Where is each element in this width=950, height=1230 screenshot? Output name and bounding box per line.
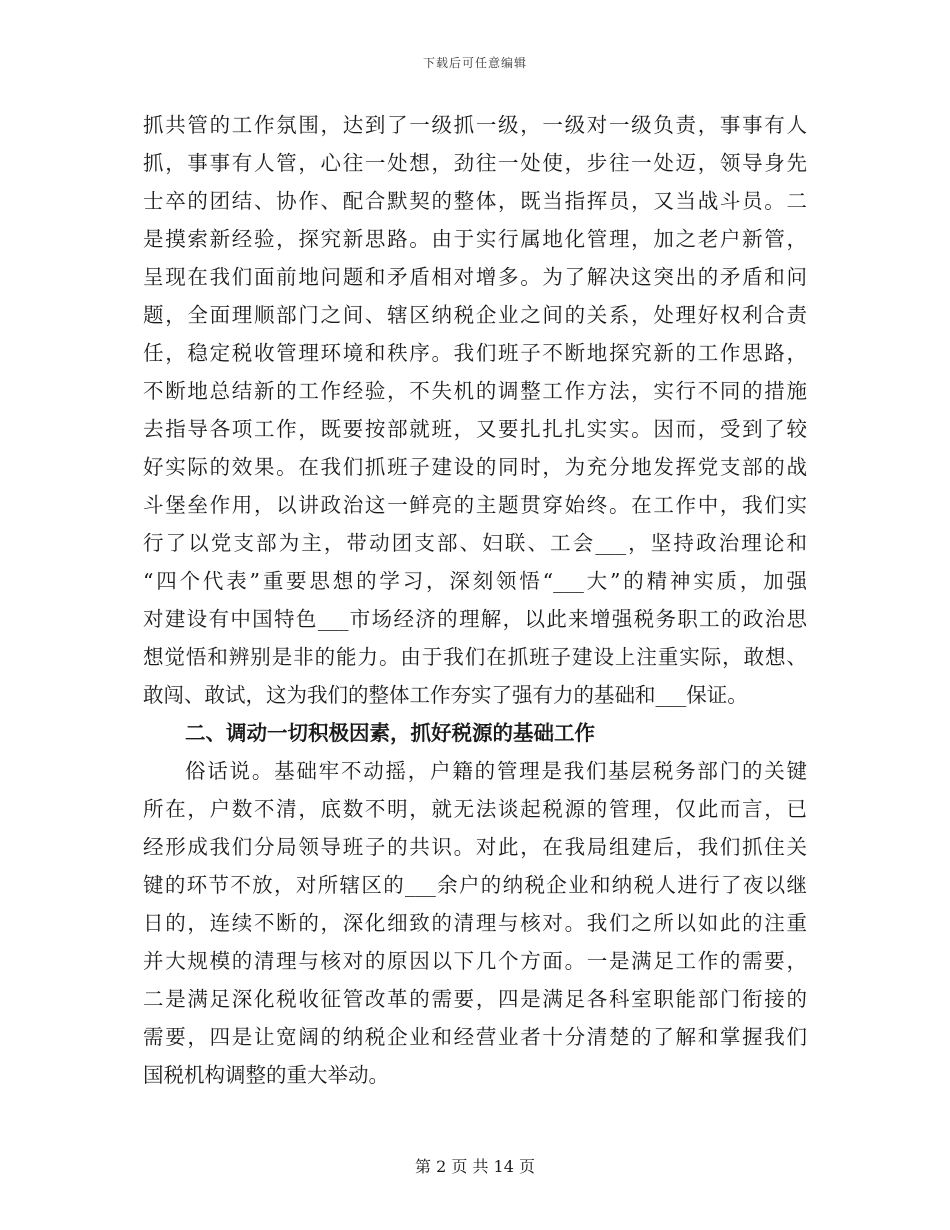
text-line: “四个代表”重要思想的学习，深刻领悟“___大”的精神实质，加强 — [143, 569, 807, 593]
text-line: 需要，四是让宽阔的纳税企业和经营业者十分清楚的了解和掌握我们 — [143, 1025, 807, 1049]
text-line: 是摸索新经验，探究新思路。由于实行属地化管理，加之老户新管， — [143, 227, 807, 251]
text-line: 敢闯、敢试，这为我们的整体工作夯实了强有力的基础和___保证。 — [143, 683, 748, 707]
text-line: 抓，事事有人管，心往一处想，劲往一处使，步往一处迈，领导身先 — [143, 151, 807, 175]
text-line: 二是满足深化税收征管改革的需要，四是满足各科室职能部门衔接的 — [143, 987, 807, 1011]
page-footer: 第 2 页 共 14 页 — [415, 1157, 535, 1176]
document-body — [143, 106, 807, 1094]
text-line: 斗堡垒作用，以讲政治这一鲜亮的主题贯穿始终。在工作中，我们实 — [143, 493, 807, 517]
text-line: 经形成我们分局领导班子的共识。对此，在我局组建后，我们抓住关 — [143, 835, 807, 859]
text-line: 任，稳定税收管理环境和秩序。我们班子不断地探究新的工作思路， — [143, 341, 807, 365]
text-line: 所在，户数不清，底数不明，就无法谈起税源的管理，仅此而言，已 — [143, 797, 807, 821]
text-line: 行了以党支部为主，带动团支部、妇联、工会___，坚持政治理论和 — [143, 531, 807, 555]
text-line: 抓共管的工作氛围，达到了一级抓一级，一级对一级负责，事事有人 — [143, 113, 807, 137]
text-line: 国税机构调整的重大举动。 — [143, 1063, 389, 1087]
text-line: 好实际的效果。在我们抓班子建设的同时，为充分地发挥党支部的战 — [143, 455, 807, 479]
page-header: 下载后可任意编辑 — [422, 56, 527, 70]
text-line: 士卒的团结、协作、配合默契的整体，既当指挥员，又当战斗员。二 — [143, 189, 807, 213]
paragraph-1 — [143, 106, 807, 714]
text-line: 并大规模的清理与核对的原因以下几个方面。一是满足工作的需要， — [143, 949, 807, 973]
text-line: 不断地总结新的工作经验，不失机的调整工作方法，实行不同的措施 — [143, 379, 807, 403]
text-line: 呈现在我们面前地问题和矛盾相对增多。为了解决这突出的矛盾和问 — [143, 265, 807, 289]
text-line: 想觉悟和辨别是非的能力。由于我们在抓班子建设上注重实际，敢想、 — [143, 645, 807, 669]
text-line: 去指导各项工作，既要按部就班，又要扎扎扎实实。因而，受到了较 — [143, 417, 807, 441]
text-line: 俗话说。基础牢不动摇，户籍的管理是我们基层税务部门的关键 — [185, 759, 807, 783]
section-heading: 二、调动一切积极因素，抓好税源的基础工作 — [185, 721, 595, 745]
text-line: 日的，连续不断的，深化细致的清理与核对。我们之所以如此的注重 — [143, 911, 807, 935]
text-line: 对建设有中国特色___市场经济的理解，以此来增强税务职工的政治思 — [143, 607, 807, 631]
text-line: 题，全面理顺部门之间、辖区纳税企业之间的关系，处理好权利合责 — [143, 303, 807, 327]
text-line: 键的环节不放，对所辖区的___余户的纳税企业和纳税人进行了夜以继 — [143, 873, 807, 897]
paragraph-2 — [143, 752, 807, 1094]
